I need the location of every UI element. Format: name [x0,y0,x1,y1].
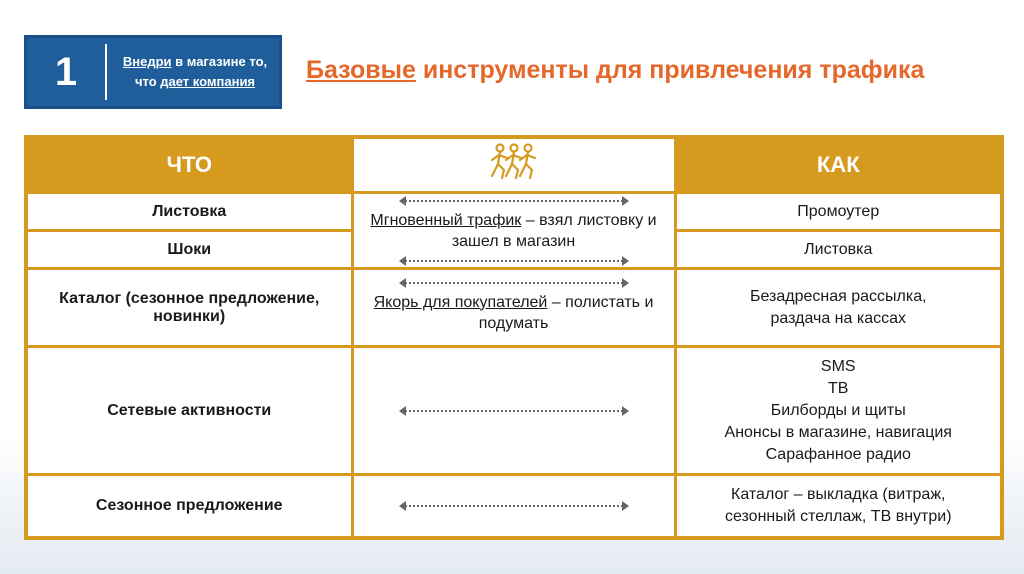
title-part1: Базовые [306,56,416,84]
section-number: 1 [54,49,78,94]
instant-traffic-cell [352,193,675,269]
row-what: Сетевые активности [26,347,352,475]
double-arrow-icon [399,196,629,206]
badge-divider [105,44,107,100]
subtitle-part4: дает компания [160,74,256,89]
table-row [26,269,1002,347]
running-people-icon [488,142,540,182]
row-how: Промоутер [675,193,1002,231]
title-part2: инструменты для привлечения трафика [415,56,925,84]
double-arrow-icon [399,256,629,266]
instant-traffic-text: Мгновенный трафик – взял листовку и зашел в магазин [370,211,657,250]
row-what: Шоки [26,231,352,269]
double-arrow-icon [399,406,629,416]
row-how: SMS ТВ Билборды и щиты Анонсы в магазине, навигация Сарафанное радио [675,347,1002,475]
subtitle-part2: в магазине то, [171,54,268,69]
subtitle-part1: Внедри [122,54,172,69]
header-icon-cell [352,137,675,193]
table-row [26,347,1002,475]
subtitle-part3: что [134,74,161,89]
row-what: Листовка [26,193,352,231]
table-row [26,475,1002,539]
slide-title [306,56,1006,85]
row-how: Каталог – выкладка (витраж, сезонный стеллаж, ТВ внутри) [675,475,1002,539]
section-subtitle [113,52,277,92]
double-arrow-icon [399,501,629,511]
row-what: Каталог (сезонное предложение, новинки) [26,269,352,347]
row-what: Сезонное предложение [26,475,352,539]
section-badge [24,35,282,109]
empty-arrow-cell [352,475,675,539]
row-how: Безадресная рассылка, раздача на кассах [675,269,1002,347]
double-arrow-icon [399,278,629,288]
header-how: КАК [675,137,1002,193]
anchor-cell [352,269,675,347]
row-how: Листовка [675,231,1002,269]
table-header-row [26,137,1002,193]
header-what: ЧТО [26,137,352,193]
empty-arrow-cell [352,347,675,475]
table-row [26,193,1002,231]
traffic-tools-table [24,135,1004,540]
anchor-text: Якорь для покупателей – полистать и подумать [373,293,654,332]
